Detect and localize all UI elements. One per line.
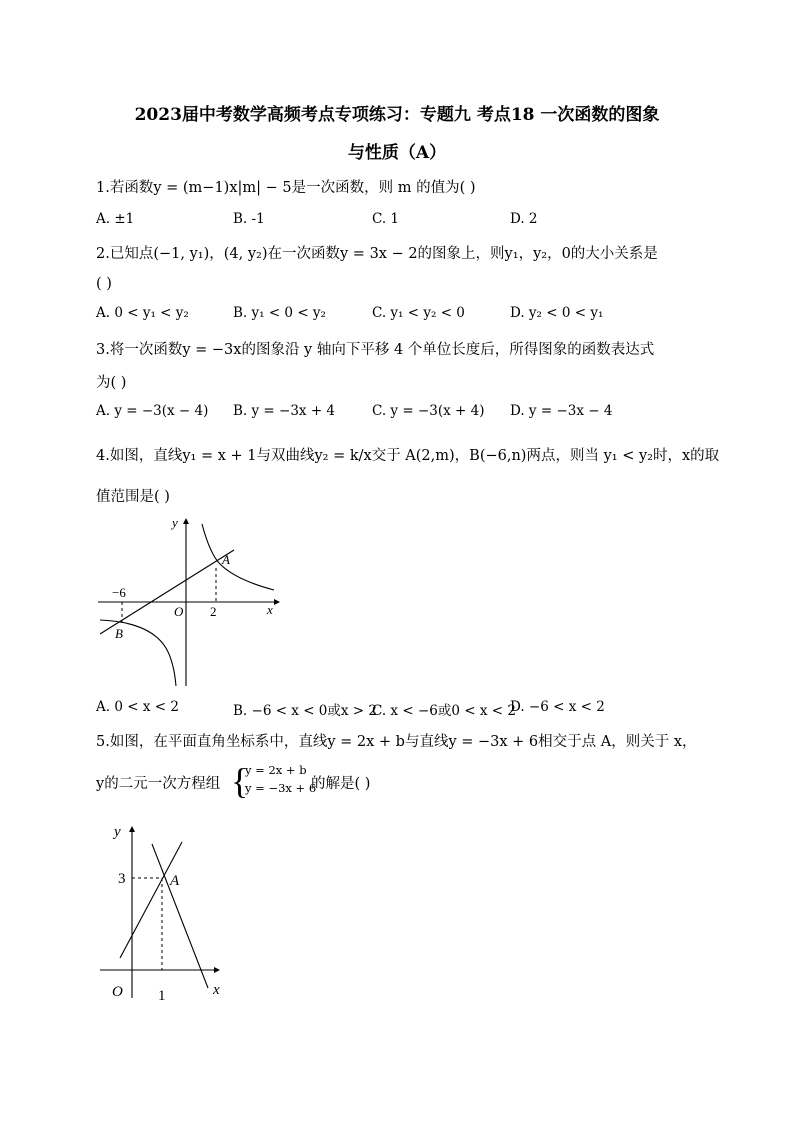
origin-label: O bbox=[112, 984, 123, 1000]
question-4-text-continued: 值范围是( ) bbox=[96, 489, 170, 505]
page-title-continued: 与性质（A） bbox=[347, 143, 447, 163]
y-axis-label: y bbox=[172, 515, 178, 530]
line-falling bbox=[152, 844, 208, 988]
question-5-suffix: 的解是( ) bbox=[311, 776, 371, 792]
point-a-label: A bbox=[222, 552, 230, 567]
tick-label-1: 1 bbox=[158, 988, 166, 1004]
q3-option-c[interactable]: C. y = −3(x + 4) bbox=[372, 403, 485, 419]
q1-option-a[interactable]: A. ±1 bbox=[96, 211, 135, 227]
q2-option-c[interactable]: C. y₁ < y₂ < 0 bbox=[372, 305, 465, 321]
tick-label-3: 3 bbox=[118, 871, 126, 887]
x-axis-label: x bbox=[267, 602, 273, 617]
x-axis-arrow bbox=[274, 599, 280, 605]
q3-option-a[interactable]: A. y = −3(x − 4) bbox=[96, 403, 209, 419]
question-3-text-continued: 为( ) bbox=[96, 375, 127, 391]
page-title: 2023届中考数学高频考点专项练习：专题九 考点18 一次函数的图象 bbox=[134, 105, 660, 125]
system-equation-2: y = −3x + 6 bbox=[245, 781, 317, 795]
hyperbola-branch-right bbox=[202, 524, 274, 590]
system-brace: { bbox=[231, 761, 249, 801]
two-lines-figure bbox=[96, 818, 236, 1008]
question-2-text: 2.已知点(−1, y₁)，(4, y₂)在一次函数y = 3x − 2的图象上，则y₁，y₂，0的大小关系是 bbox=[96, 246, 658, 262]
q4-option-b[interactable]: B. −6 < x < 0或x > 2 bbox=[233, 703, 377, 719]
q1-option-b[interactable]: B. -1 bbox=[233, 211, 265, 227]
question-1-text: 1.若函数y = (m−1)x|m| − 5是一次函数，则 m 的值为( ) bbox=[96, 180, 476, 196]
q4-option-c[interactable]: C. x < −6或0 < x < 2 bbox=[372, 703, 516, 719]
question-5-text: 5.如图，在平面直角坐标系中，直线y = 2x + b与直线y = −3x + 6相交于点 A，则关于 x， bbox=[96, 734, 697, 750]
q1-option-d[interactable]: D. 2 bbox=[510, 211, 538, 227]
line-rising bbox=[120, 842, 182, 958]
y-axis-arrow bbox=[129, 826, 135, 832]
system-equation-1: y = 2x + b bbox=[245, 763, 307, 777]
y-axis-arrow bbox=[183, 518, 189, 524]
point-a-label: A bbox=[170, 873, 180, 889]
question-2-text-continued: ( ) bbox=[96, 276, 112, 292]
tick-label-neg6: −6 bbox=[112, 585, 126, 600]
q2-option-a[interactable]: A. 0 < y₁ < y₂ bbox=[96, 305, 189, 321]
q1-option-c[interactable]: C. 1 bbox=[372, 211, 400, 227]
q2-option-b[interactable]: B. y₁ < 0 < y₂ bbox=[233, 305, 326, 321]
question-3-text: 3.将一次函数y = −3x的图象沿 y 轴向下平移 4 个单位长度后，所得图象的函数表达式 bbox=[96, 342, 655, 358]
y-axis-label: y bbox=[114, 824, 121, 840]
hyperbola-branch-left bbox=[100, 620, 176, 686]
q3-option-b[interactable]: B. y = −3x + 4 bbox=[233, 403, 336, 419]
x-axis-label: x bbox=[213, 982, 220, 998]
q4-option-a[interactable]: A. 0 < x < 2 bbox=[96, 699, 179, 715]
point-b-label: B bbox=[115, 626, 123, 641]
x-axis-arrow bbox=[214, 967, 220, 973]
question-5-text-continued: y的二元一次方程组 bbox=[96, 776, 221, 792]
q2-option-d[interactable]: D. y₂ < 0 < y₁ bbox=[510, 305, 604, 321]
tick-label-2: 2 bbox=[210, 604, 217, 619]
origin-label: O bbox=[174, 604, 184, 619]
q3-option-d[interactable]: D. y = −3x − 4 bbox=[510, 403, 613, 419]
hyperbola-line-figure bbox=[96, 510, 286, 688]
question-4-text: 4.如图，直线y₁ = x + 1与双曲线y₂ = k/x交于 A(2,m)，B(−6,n)两点，则当 y₁ < y₂时，x的取 bbox=[96, 448, 720, 464]
q4-option-d[interactable]: D. −6 < x < 2 bbox=[510, 699, 605, 715]
